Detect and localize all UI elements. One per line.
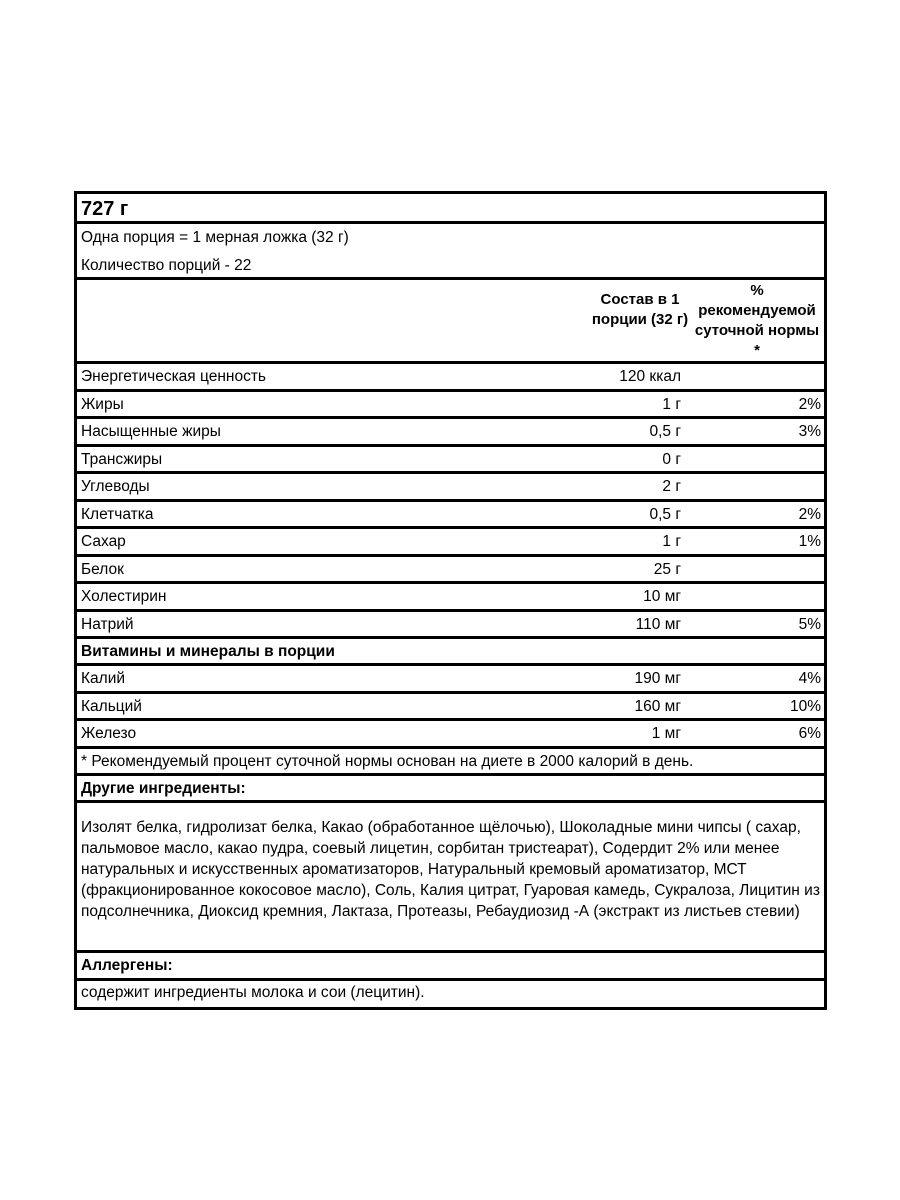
serving-size: Одна порция = 1 мерная ложка (32 г) — [81, 229, 349, 246]
vitamin-name: Калий — [81, 670, 126, 687]
serving-count: Количество порций - 22 — [81, 257, 252, 274]
nutrient-name: Насыщенные жиры — [81, 423, 221, 440]
nutrient-amount: 0 г — [662, 450, 681, 468]
serving-info — [77, 224, 824, 280]
nutrient-name: Углеводы — [81, 478, 150, 495]
vitamin-amount: 160 мг — [634, 697, 681, 715]
nutrition-label — [74, 191, 827, 1010]
nutrient-amount: 1 г — [662, 533, 681, 550]
vitamin-amount: 1 мг — [651, 725, 681, 742]
nutrient-amount: 120 ккал — [619, 368, 681, 385]
vitamin-name: Кальций — [81, 697, 142, 715]
nutrient-amount: 110 мг — [635, 615, 681, 633]
daily-value-footnote: * Рекомендуемый процент суточной нормы основан на диете в 2000 калорий в день. — [77, 749, 824, 776]
vitamin-name: Железо — [81, 725, 137, 742]
nutrient-daily-value: 1% — [798, 533, 821, 550]
nutrient-row — [77, 364, 824, 392]
nutrient-name: Клетчатка — [81, 505, 154, 523]
nutrient-amount: 0,5 г — [649, 505, 681, 523]
nutrient-amount: 2 г — [662, 478, 681, 495]
nutrient-name: Сахар — [81, 533, 126, 550]
nutrient-name: Холестирин — [81, 588, 167, 605]
nutrient-row — [77, 392, 824, 420]
nutrient-name: Энергетическая ценность — [81, 368, 266, 385]
nutrient-row — [77, 612, 824, 640]
vitamin-row — [77, 694, 824, 722]
allergens-text: содержит ингредиенты молока и сои (лецитин). — [81, 983, 425, 1001]
daily-value-column-header: % рекомендуемой суточной нормы * — [694, 282, 820, 359]
other-ingredients-heading: Другие ингредиенты: — [77, 776, 824, 803]
nutrient-row — [77, 584, 824, 612]
nutrient-name: Натрий — [81, 615, 134, 633]
nutrient-amount: 1 г — [662, 395, 681, 413]
nutrient-name: Белок — [81, 560, 124, 578]
nutrient-row — [77, 557, 824, 585]
amount-column-header: Состав в 1 порции (32 г) — [591, 291, 689, 328]
nutrient-name: Трансжиры — [81, 450, 163, 468]
allergens-heading: Аллергены: — [77, 953, 824, 981]
vitamin-row — [77, 666, 824, 694]
nutrient-row — [77, 529, 824, 557]
package-weight: 727 г — [77, 194, 824, 224]
nutrient-daily-value: 2% — [798, 505, 821, 523]
nutrient-daily-value: 3% — [798, 423, 821, 440]
vitamin-daily-value: 6% — [798, 725, 821, 742]
nutrient-name: Жиры — [81, 395, 124, 413]
vitamin-daily-value: 4% — [798, 670, 821, 687]
vitamin-amount: 190 мг — [634, 670, 681, 687]
nutrient-row — [77, 419, 824, 447]
table-header — [77, 280, 824, 364]
nutrient-daily-value: 5% — [798, 615, 821, 633]
vitamin-row — [77, 721, 824, 749]
nutrient-amount: 25 г — [653, 560, 681, 578]
vitamins-heading: Витамины и минералы в порции — [77, 639, 824, 666]
nutrient-daily-value: 2% — [798, 395, 821, 413]
nutrient-amount: 10 мг — [643, 588, 681, 605]
nutrient-row — [77, 502, 824, 530]
nutrient-row — [77, 474, 824, 502]
vitamin-daily-value: 10% — [789, 697, 821, 715]
ingredients-list: Изолят белка, гидролизат белка, Какао (обработанное щёлочью), Шоколадные мини чипсы ( сахар, пальмовое масло, какао пудра, соевый лицетин, сорбитан тристеарат), Содердит 2% или менее натуральных и искусственных ароматизаторов, Натуральный кремовый ароматизатор, МСТ (фракционированное кокосовое масло), Соль, Калия цитрат, Гуаровая камедь, Сукралоза, Лицитин из подсолнечника, Диоксид кремния, Лактаза, Протеазы, Ребаудиозид -А (экстракт из листьев стевии) — [77, 803, 824, 953]
nutrient-amount: 0,5 г — [649, 423, 681, 440]
nutrient-row — [77, 447, 824, 475]
